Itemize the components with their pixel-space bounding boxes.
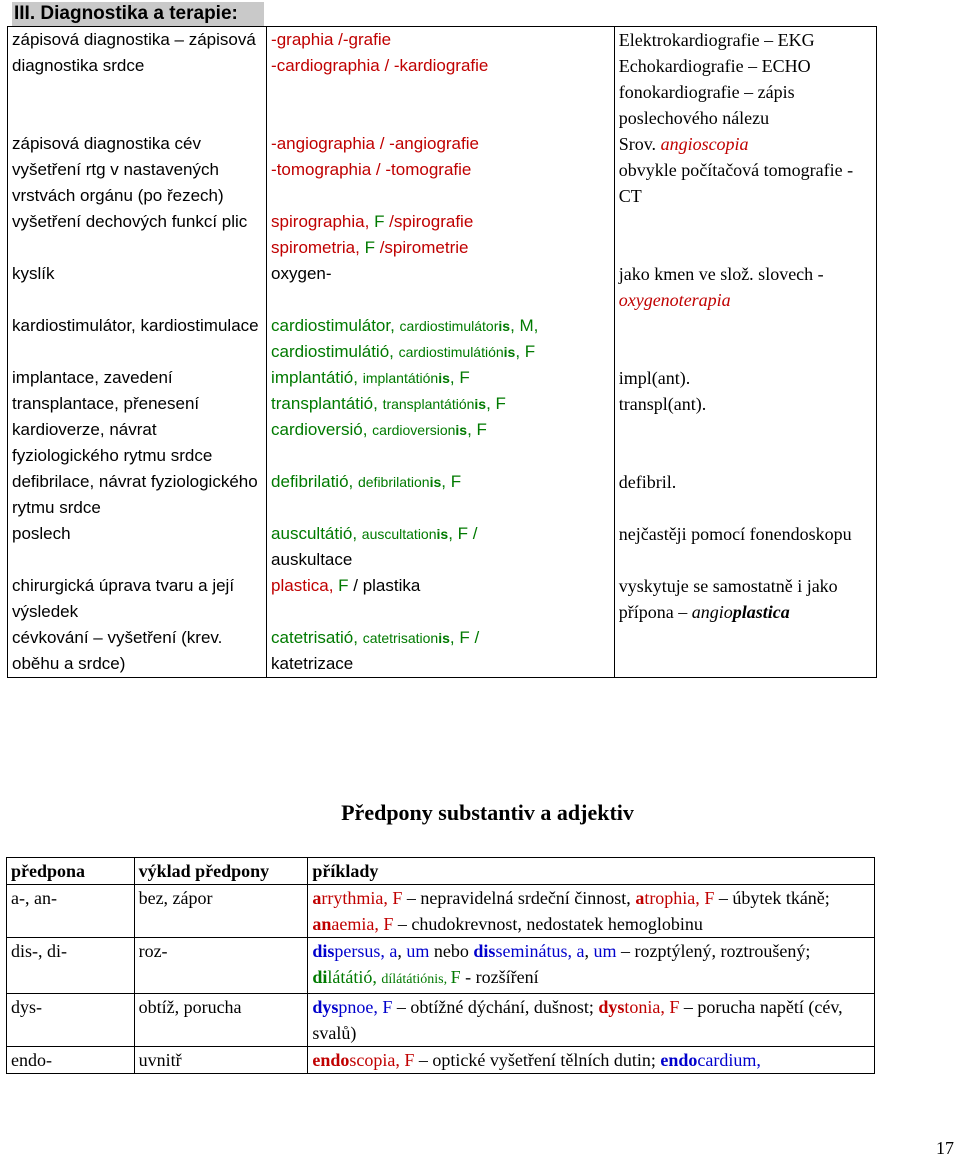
term-note: transpl(ant). (614, 391, 876, 417)
term-cz: cévkování – vyšetření (krev. oběhu a srdce) (8, 625, 267, 678)
meaning-text: – optické vyšetření tělních dutin; (414, 1050, 661, 1070)
note-latin: oxygenoterapia (618, 290, 731, 310)
table-row (8, 391, 877, 417)
latin-word: cardium, (697, 1050, 761, 1070)
genitive-ending: is (438, 370, 450, 386)
latin-word: cardiostimulátor, (271, 316, 400, 335)
czech-word: /spirografie (384, 212, 474, 231)
prefix-meaning: obtíž, porucha (134, 994, 308, 1047)
table-row (8, 261, 877, 313)
latin-word: cardiostimulátió, (271, 342, 399, 361)
genitive-ending: is (455, 422, 468, 438)
latin-word: seminátus, (495, 941, 577, 961)
meaning-text: – porucha napětí (cév, svalů) (312, 997, 843, 1043)
term-latin (267, 417, 615, 469)
column-header: příklady (308, 858, 875, 885)
column-header: výklad předpony (134, 858, 308, 885)
term-note (614, 417, 876, 469)
latin-word: látátió, (327, 967, 382, 987)
czech-word: auskultace (271, 550, 353, 569)
genitive-ending: is (503, 344, 516, 360)
meaning-text: – úbytek tkáně; (714, 888, 830, 908)
term-note (614, 209, 876, 261)
gender: , F (449, 368, 470, 387)
term-latin (267, 391, 615, 417)
prefix-examples (308, 994, 875, 1047)
term-cz: chirurgická úprava tvaru a její výsledek (8, 573, 267, 625)
gender: F (338, 576, 349, 595)
prefix-meaning: roz- (134, 938, 308, 994)
table-row (8, 469, 877, 521)
term-latin (267, 209, 615, 261)
term-cz: vyšetření rtg v nastavených vrstvách orgánu (po řezech) (8, 157, 267, 209)
genitive-stem: catetrisation (362, 630, 439, 646)
table-row (8, 625, 877, 678)
table-row (8, 573, 877, 625)
separator: / (468, 524, 478, 543)
gender-ending: um (406, 941, 430, 961)
gender: F (450, 967, 461, 987)
prefix-part: dis (473, 941, 496, 961)
term-note: obvykle počítačová tomografie - CT (614, 157, 876, 209)
genitive-stem: cardiostimulátión (398, 344, 504, 360)
term-cz: kyslík (8, 261, 267, 313)
table-row (8, 313, 877, 365)
meaning-text: – rozptýlený, roztroušený; (616, 941, 811, 961)
note-latin-suffix: plastica (732, 602, 790, 622)
separator: / (469, 628, 480, 647)
gender: , F (448, 524, 469, 543)
prefix: a-, an- (7, 885, 135, 938)
genitive-stem: auscultation (361, 526, 437, 542)
latin-word: aemia, (331, 914, 384, 934)
prefix-part: a (635, 888, 645, 908)
latin-word: tonia, (624, 997, 670, 1017)
meaning-text: – obtížné dýchání, dušnost; (392, 997, 599, 1017)
genitive-ending: is (438, 630, 450, 646)
latin-word: persus, (334, 941, 390, 961)
prefix-table (6, 857, 875, 1074)
genitive-stem: cardiostimulátor (399, 318, 499, 334)
gender: F (374, 212, 385, 231)
genitive-ending: is (498, 318, 511, 334)
term-note: defibril. (614, 469, 876, 521)
table-row (7, 885, 875, 938)
prefix: dys- (7, 994, 135, 1047)
term-note (614, 261, 876, 313)
table-header-row (7, 858, 875, 885)
gender: , M, (510, 316, 539, 335)
prefix-part: endo (312, 1050, 350, 1070)
genitive-stem: cardioversion (372, 422, 456, 438)
term-cz: vyšetření dechových funkcí plic (8, 209, 267, 261)
term-note (614, 625, 876, 678)
genitive-ending: is (474, 396, 487, 412)
note-latin: angio (691, 602, 733, 622)
table-row (7, 1047, 875, 1074)
note-text: vyskytuje se samostatně i jako přípona – (618, 576, 838, 622)
term-cz: zápisová diagnostika cév (8, 131, 267, 157)
latin-word: catetrisatió, (271, 628, 363, 647)
latin-word: cardioversió, (271, 420, 373, 439)
prefix-part: an (312, 914, 332, 934)
term-note (614, 313, 876, 365)
gender: F (392, 888, 403, 908)
term-latin: -tomographia / -tomografie (267, 157, 615, 209)
latin-word: defibrilatió, (271, 472, 358, 491)
gender-ending: a (389, 941, 398, 961)
prefix-part: endo (660, 1050, 698, 1070)
prefix-examples (308, 885, 875, 938)
term-note: nejčastěji pomocí fonendoskopu (614, 521, 876, 573)
term-cz: transplantace, přenesení (8, 391, 267, 417)
prefix-part: dys (598, 997, 625, 1017)
note-text: Srov. (618, 134, 661, 154)
czech-word: katetrizace (271, 654, 354, 673)
genitive-stem: implantátión (362, 370, 439, 386)
separator: , (584, 941, 594, 961)
terms-table (7, 26, 877, 678)
page-number: 17 (936, 1138, 954, 1158)
note-text: jako kmen ve slož. slovech - (618, 264, 824, 284)
term-latin (267, 573, 615, 625)
gender: F (704, 888, 715, 908)
prefix-part: dys (312, 997, 339, 1017)
genitive-form: dílátátiónis, (381, 972, 451, 987)
prefix-part: a (312, 888, 322, 908)
term-cz: zápisová diagnostika – zápisová diagnostika srdce (8, 27, 267, 132)
latin-word: spirometria, (271, 238, 365, 257)
latin-word: spirographia, (271, 212, 375, 231)
prefix-meaning: uvnitř (134, 1047, 308, 1074)
czech-word: /spirometrie (374, 238, 469, 257)
genitive-stem: transplantátión (382, 396, 475, 412)
term-latin (267, 625, 615, 678)
table-row (8, 131, 877, 157)
prefix-examples (308, 938, 875, 994)
czech-word: / plastika (348, 576, 421, 595)
term-latin (267, 521, 615, 573)
gender: , F (486, 394, 506, 413)
term-note (614, 131, 876, 157)
latin-word: trophia, (644, 888, 705, 908)
table-row (7, 994, 875, 1047)
term-cz: implantace, zavedení (8, 365, 267, 391)
gender-ending: um (593, 941, 617, 961)
genitive-ending: is (429, 474, 442, 490)
table-row (8, 209, 877, 261)
prefix: dis-, di- (7, 938, 135, 994)
term-cz: poslech (8, 521, 267, 573)
separator: , (397, 941, 407, 961)
latin-word: plastica, (271, 576, 339, 595)
table-row (8, 417, 877, 469)
term-latin: oxygen- (267, 261, 615, 313)
term-latin-line2: -cardiographia / -kardiografie (271, 56, 489, 75)
column-header: předpona (7, 858, 135, 885)
gender: , F (467, 420, 487, 439)
latin-word: implantátió, (271, 368, 363, 387)
gender: F (669, 997, 680, 1017)
term-latin (267, 469, 615, 521)
prefix-part: dis (312, 941, 335, 961)
prefix-section-title: Předpony substantiv a adjektiv (341, 800, 634, 825)
table-row (8, 521, 877, 573)
table-row (7, 938, 875, 994)
prefix: endo- (7, 1047, 135, 1074)
term-note (614, 573, 876, 625)
latin-word: transplantátió, (271, 394, 383, 413)
table-row (8, 157, 877, 209)
latin-word: scopia, (349, 1050, 405, 1070)
meaning-text: – chudokrevnost, nedostatek hemoglobinu (393, 914, 703, 934)
meaning-text: - rozšíření (460, 967, 539, 987)
genitive-ending: is (436, 526, 449, 542)
genitive-stem: defibrilation (357, 474, 430, 490)
latin-word: pnoe, (338, 997, 383, 1017)
latin-word: auscultátió, (271, 524, 362, 543)
gender: F (364, 238, 375, 257)
prefix-examples (308, 1047, 875, 1074)
term-cz: defibrilace, návrat fyziologického rytmu srdce (8, 469, 267, 521)
term-latin-line1: -graphia /-grafie (271, 30, 392, 49)
term-cz: kardioverze, návrat fyziologického rytmu srdce (8, 417, 267, 469)
gender: F (383, 914, 394, 934)
gender: , F (515, 342, 536, 361)
gender: F (382, 997, 393, 1017)
term-note: impl(ant). (614, 365, 876, 391)
term-cz: kardiostimulátor, kardiostimulace (8, 313, 267, 365)
term-note: Elektrokardiografie – EKG Echokardiografie – ECHO fonokardiografie – zápis poslechového nálezu (614, 27, 876, 132)
table-row (8, 27, 877, 132)
term-latin (267, 365, 615, 391)
term-latin: -angiographia / -angiografie (267, 131, 615, 157)
term-latin (267, 27, 615, 132)
meaning-text: nebo (429, 941, 474, 961)
latin-word: rrythmia, (321, 888, 393, 908)
table-row (8, 365, 877, 391)
term-latin (267, 313, 615, 365)
gender: , F (449, 628, 470, 647)
gender: , F (441, 472, 462, 491)
section-heading: III. Diagnostika a terapie: (12, 2, 264, 26)
gender-ending: a (576, 941, 585, 961)
prefix-meaning: bez, zápor (134, 885, 308, 938)
prefix-part: di (312, 967, 328, 987)
note-latin: angioscopia (660, 134, 749, 154)
meaning-text: – nepravidelná srdeční činnost, (402, 888, 636, 908)
gender: F (404, 1050, 415, 1070)
